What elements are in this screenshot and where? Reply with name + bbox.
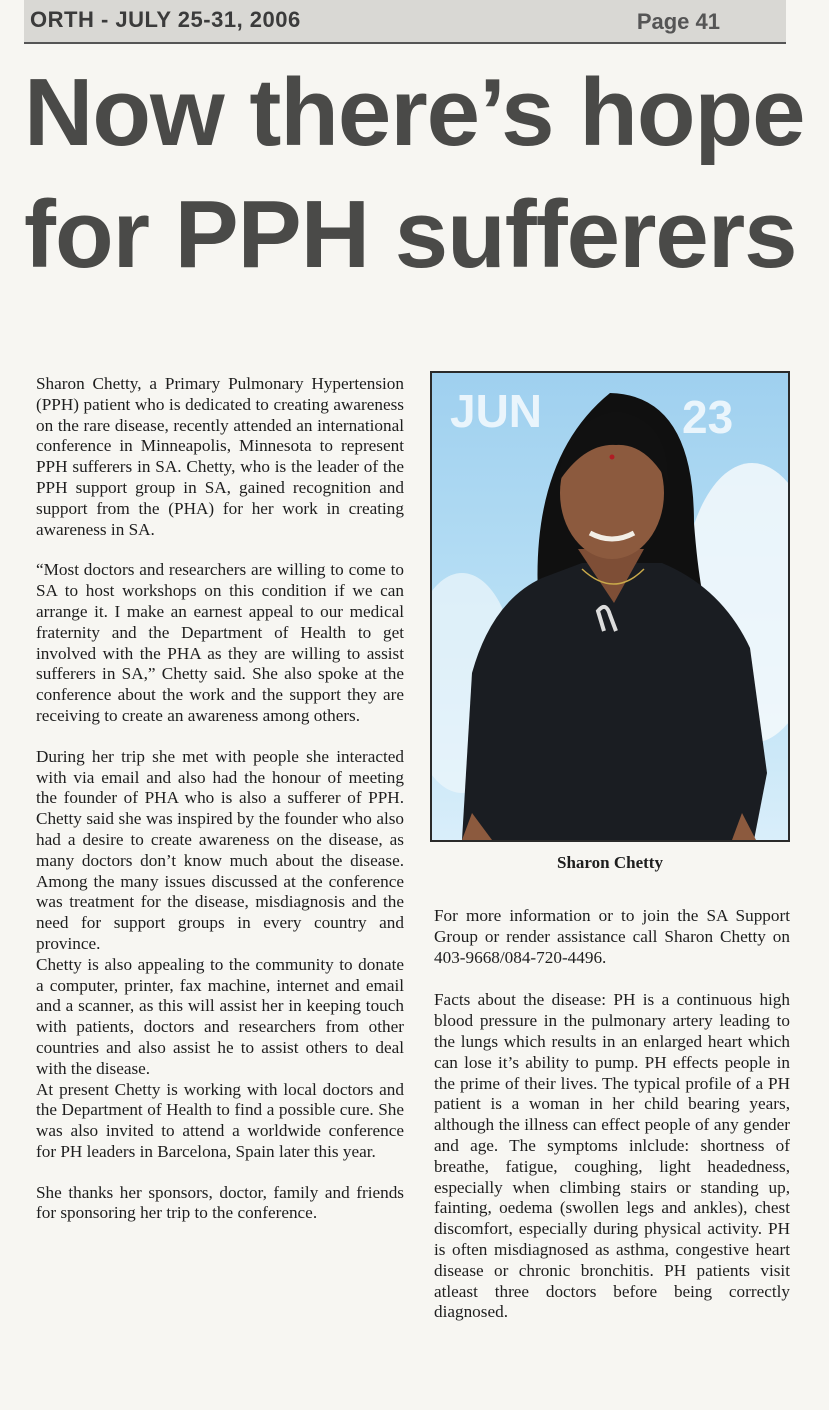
article-paragraph: Facts about the disease: PH is a continuous high blood pressure in the pulmonary artery leading to the lungs which results in an enlarged heart which can lose it’s ability to pump. PH effects people in the prime of their lives. The typical profile of a PH patient is a woman in her child bearing years, although the illness can effect people of any gender and age. The symptoms inlclude: shortness of breathe, fatigue, coughing, light headedness, especially when climbing stairs or standing up, fainting, oedema (swollen legs and ankles), chest discomfort, especially during physical activity. PH is often misdiagnosed as asthma, congestive heart disease or chronic bronchitis. PH patients visit atleast three doctors before being correctly diagnosed. [434,990,790,1322]
portrait-illustration [432,373,788,840]
article-paragraph: “Most doctors and researchers are willing to come to SA to host workshops on this condition if we can arrange it. I make an earnest appeal to our medical fraternity and the Department of Health to get involved with the PHA as they are willing to assist sufferers in SA,” Chetty said. She also spoke at the conference about the work and the support they are receiving to create an awareness among others. [36,560,404,725]
article-paragraph: She thanks her sponsors, doctor, family and friends for sponsoring her trip to the conference. [36,1182,404,1223]
article-paragraph: At present Chetty is working with local doctors and the Department of Health to find a possible cure. She was also invited to attend a worldwide conference for PH leaders in Barcelona, Spain later this year. [36,1079,404,1161]
portrait-photo [430,371,790,842]
headline-line-2: for PPH sufferers [24,181,797,288]
photo-caption: Sharon Chetty [557,853,663,872]
article-right-column [434,906,790,1343]
article-paragraph: Sharon Chetty, a Primary Pulmonary Hypertension (PPH) patient who is dedicated to creating awareness on the rare disease, recently attended an international conference in Minneapolis, Minnesota to represent PPH sufferers in SA. Chetty, who is the leader of the PPH support group in SA, gained recognition and support from the (PHA) for her work in creating awareness in SA. [36,374,404,539]
backdrop-text-1: JUN [450,385,543,437]
page-number: Page 41 [636,9,720,34]
headline-line-1: Now there’s hope [24,59,805,166]
backdrop-text-2: 23 [682,391,734,443]
article-paragraph: Chetty is also appealing to the community to donate a computer, printer, fax machine, internet and email and a scanner, as this will assist her in keeping touch with patients, doctors and researchers from other countries and also assist he to assist others to deal with the disease. [36,954,404,1078]
article-paragraph: For more information or to join the SA Support Group or render assistance call Sharon Chetty on 403-9668/084-720-4496. [434,906,790,967]
article-left-column [36,374,404,1244]
page-header [24,0,786,44]
article-paragraph: During her trip she met with people she interacted with via email and also had the honour of meeting the founder of PHA who is also a sufferer of PPH. Chetty said she was inspired by the founder who also had a desire to create awareness on the disease, as many doctors don’t know much about the disease. Among the many issues discussed at the conference was treatment for the disease, misdiagnosis and the need for support groups in every country and province. [36,746,404,953]
headline [24,52,805,296]
header-dateline: ORTH - JULY 25-31, 2006 [30,7,301,32]
